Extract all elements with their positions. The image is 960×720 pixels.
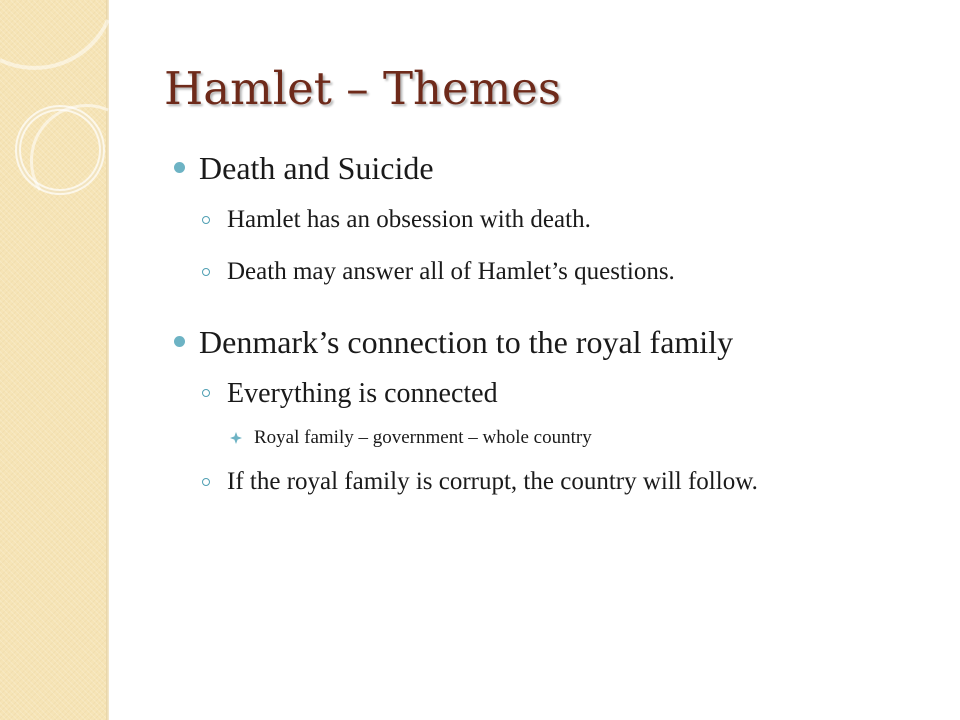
subbullet-text: Hamlet has an obsession with death. [227,206,591,233]
bullet-dot-icon [174,336,185,347]
subbullet-item [174,456,944,508]
bullet-item [174,322,944,362]
bullet-text: Death and Suicide [199,150,434,186]
subsubbullet-text: Royal family – government – whole country [254,427,592,448]
bullet-ring-icon [202,268,210,276]
bullet-diamond-icon [230,432,242,444]
bullet-ring-icon [202,216,210,224]
decorative-rings [0,0,140,260]
bullet-ring-icon [202,389,210,397]
bullet-text: Denmark’s connection to the royal family [199,324,734,360]
subbullet-text: If the royal family is corrupt, the country will follow. [227,468,758,495]
bullet-dot-icon [174,162,185,173]
slide-title: Hamlet – Themes [164,62,561,115]
subbullet-text: Death may answer all of Hamlet’s questions. [227,258,675,285]
bullet-ring-icon [202,478,210,486]
subbullet-item [174,246,944,298]
bullet-list [174,148,944,508]
subsubbullet-item [174,420,944,456]
subbullet-item [174,194,944,246]
subbullet-item [174,368,944,420]
bullet-item [174,148,944,188]
subbullet-text: Everything is connected [227,378,498,409]
